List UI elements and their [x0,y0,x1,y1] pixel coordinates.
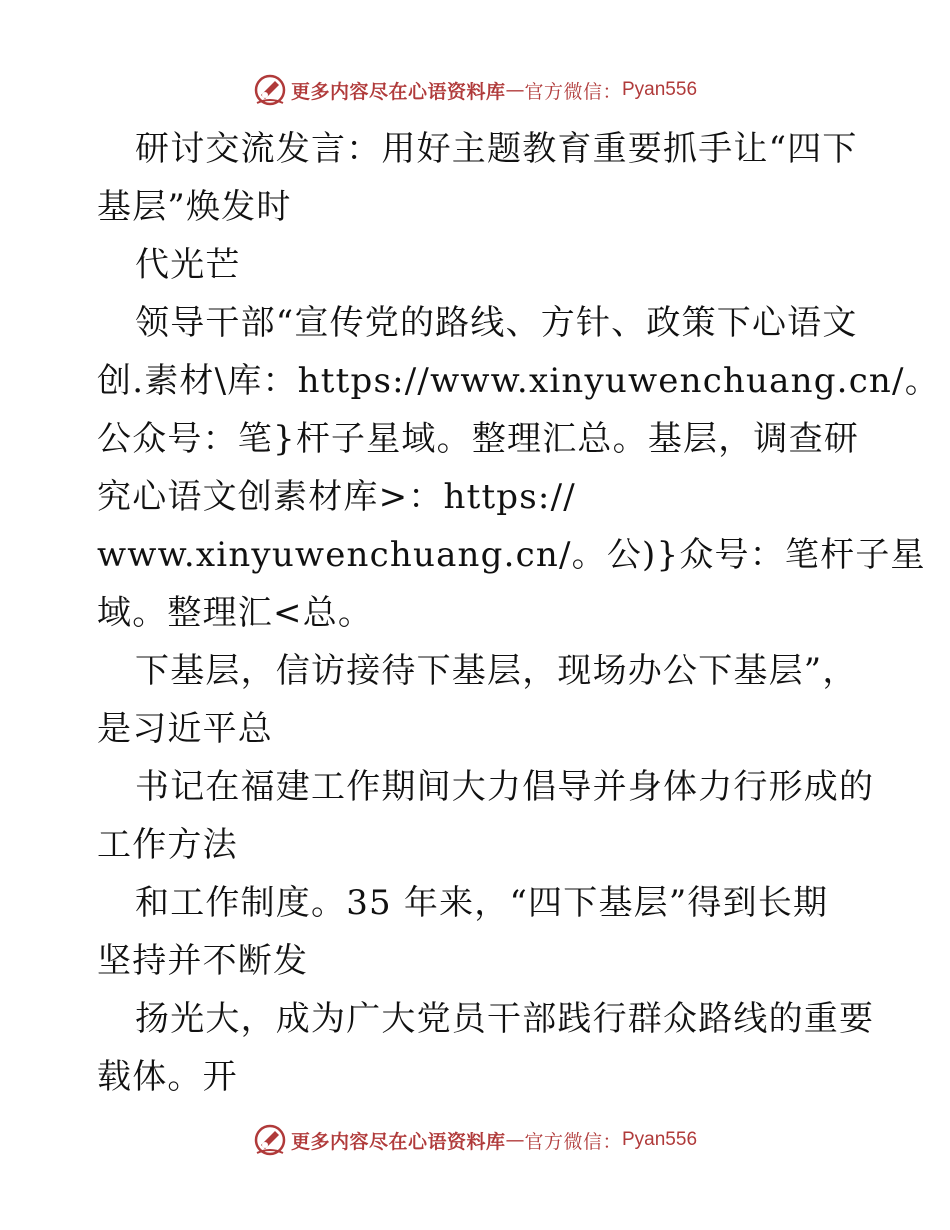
text-line: 究心语文创素材库>：https:// [97,477,576,517]
text-line: 研讨交流发言：用好主题教育重要抓手让“四下 [135,129,858,169]
text-line: 书记在福建工作期间大力倡导并身体力行形成的 [135,767,875,807]
text-line: 是习近平总 [97,709,273,749]
banner-main-text: 更多内容尽在心语资料库 [290,80,506,103]
text-line: 下基层，信访接待下基层，现场办公下基层”， [135,651,858,691]
text-line: www.xinyuwenchuang.cn/。公)}众号：笔杆子星 [97,535,926,575]
text-line: 载体。开 [97,1057,238,1097]
banner-wechat-id: Pyan556 [622,79,698,100]
footer-banner [0,1120,950,1160]
banner-dash: — [505,1129,525,1151]
text-line: 领导干部“宣传党的路线、方针、政策下心语文 [135,303,858,343]
pen-nib-logo-icon [253,73,287,107]
text-line: 创.素材\库：https://www.xinyuwenchuang.cn/。 [97,361,940,401]
banner-wechat-label: 官方微信： [524,80,622,103]
text-line: 工作方法 [97,825,238,865]
pen-nib-logo-icon [253,1123,287,1157]
banner-wechat-id: Pyan556 [622,1129,698,1150]
banner-wechat-label: 官方微信： [524,1130,622,1153]
banner-main-text: 更多内容尽在心语资料库 [290,1130,506,1153]
text-line: 域。整理汇<总。 [97,593,374,633]
text-line: 和工作制度。35 年来，“四下基层”得到长期 [135,883,829,923]
text-line: 代光芒 [135,245,241,285]
header-banner [0,70,950,110]
text-line: 公众号：笔}杆子星域。整理汇总。基层，调查研 [97,419,860,459]
banner-dash: — [505,79,525,101]
text-line: 基层”焕发时 [97,187,292,227]
text-line: 扬光大，成为广大党员干部践行群众路线的重要 [135,999,875,1039]
document-body [97,120,940,1106]
text-line: 坚持并不断发 [97,941,309,981]
